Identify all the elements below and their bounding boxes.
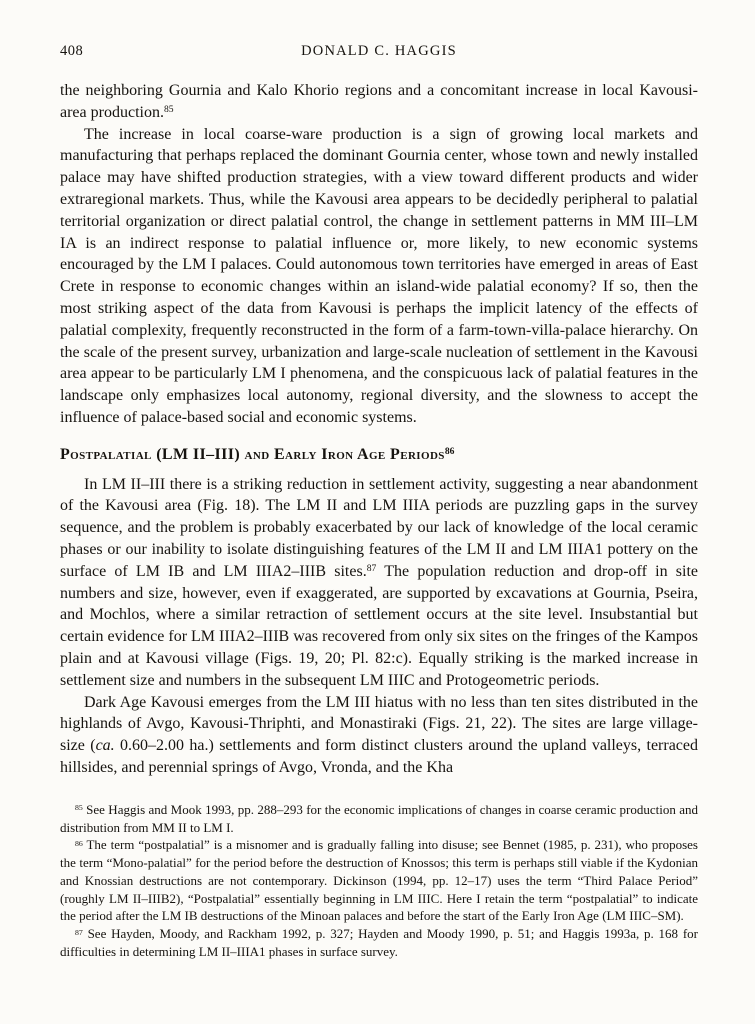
- footnote: [60, 925, 698, 961]
- footnote-reference-86: 86: [444, 446, 455, 458]
- page-header: [60, 42, 698, 60]
- footnotes-section: [60, 801, 698, 961]
- footnote: [60, 801, 698, 837]
- paragraph-continuation: [60, 80, 698, 124]
- article-body: [60, 80, 698, 779]
- footnote-text: The term “postpalatial” is a misnomer and is gradually falling into disuse; see Bennet (1985, p. 231), who proposes the term “Mono-palatial” for the period before the destruction of Knossos; this term is perhaps still viable if the Kydonian and Knossian destructions are not contemporary. Dickinson (1994, pp. 12–17) uses the term “Third Palace Period” (roughly LM II–IIIB2), “Postpalatial” essentially beginning in LM IIIC. Here I retain the term “postpalatial” to indicate the period after the LM IB destructions of the Minoan palaces and before the start of the Early Iron Age (LM IIIC–SM).: [60, 837, 698, 924]
- footnote-text: See Hayden, Moody, and Rackham 1992, p. 327; Hayden and Moody 1990, p. 51; and Haggis 1993a, p. 168 for difficulties in determining LM II–IIIA1 phases in surface survey.: [60, 926, 698, 960]
- paragraph: [60, 692, 698, 779]
- section-heading-text: Postpalatial (LM II–III) and Early Iron Age Periods: [60, 445, 445, 463]
- paragraph: [60, 124, 698, 429]
- paragraph-text: In LM II–III there is a striking reduction in settlement activity, suggesting a near abandonment of the Kavousi area (Fig. 18). The LM II and LM IIIA periods are puzzling gaps in the survey sequence, and the problem is probably exacerbated by our lack of knowledge of the local ceramic phases or our inability to isolate distinguishing features of the LM II and LM IIIA1 pottery on the surface of LM IB and LM IIIA2–IIIB sites.: [60, 475, 698, 580]
- footnote-number: 87: [75, 927, 83, 937]
- italic-abbreviation: ca.: [95, 737, 115, 755]
- footnote-text: See Haggis and Mook 1993, pp. 288–293 for the economic implications of changes in coarse ceramic production and distribution from MM II to LM I.: [60, 801, 698, 835]
- paragraph-text: the neighboring Gournia and Kalo Khorio regions and a concomitant increase in local Kavousi-area production.: [60, 82, 698, 121]
- paragraph-text: The population reduction and drop-off in site numbers and size, however, even if exaggerated, are supported by excavations at Gournia, Pseira, and Mochlos, where a similar retraction of settlement occurs at the site level. Insubstantial but certain evidence for LM IIIA2–IIIB was recovered from only six sites on the fringes of the Kampos plain and at Kavousi village (Figs. 19, 20; Pl. 82:c). Equally striking is the marked increase in settlement size and numbers in the subsequent LM IIIC and Protogeometric periods.: [60, 562, 699, 689]
- paragraph-text: Dark Age Kavousi emerges from the LM III hiatus with no less than ten sites distributed in the highlands of Avgo, Kavousi-Thriphti, and Monastiraki (Figs. 21, 22). The sites are large village-size (: [60, 693, 698, 755]
- footnote-reference-85: 85: [163, 104, 174, 116]
- page-number: 408: [60, 43, 84, 59]
- footnote: [60, 836, 698, 925]
- paragraph-text: The increase in local coarse-ware production is a sign of growing local markets and manufacturing that perhaps replaced the dominant Gournia center, whose town and newly installed palace may have shifted production strategies, with a view toward different products and wider extraregional markets. Thus, while the Kavousi area appears to be decidedly peripheral to palatial territorial organization or direct palatial control, the change in settlement patterns in MM III–LM IA is an indirect response to palatial influence or, more likely, to new economic systems encouraged by the LM I palaces. Could autonomous town territories have emerged in areas of East Crete in response to economic changes within an island-wide palatial economy? If so, then the most striking aspect of the data from Kavousi is perhaps the implicit latency of the effects of palatial complexity, frequently reconstructed in the form of a farm-town-villa-palace hierarchy. On the scale of the present survey, urbanization and large-scale nucleation of settlement in the Kavousi area appear to be particularly LM I phenomena, and the conspicuous lack of palatial features in the landscape only emphasizes local autonomy, regional diversity, and the slowness to accept the influence of palace-based social and economic systems.: [60, 125, 698, 426]
- section-heading: [60, 444, 698, 466]
- paragraph-text: 0.60–2.00 ha.) settlements and form distinct clusters around the upland valleys, terraced hillsides, and perennial springs of Avgo, Vronda, and the Kha: [60, 737, 699, 776]
- running-head-title: DONALD C. HAGGIS: [301, 43, 457, 59]
- footnote-reference-87: 87: [366, 563, 377, 575]
- paragraph: [60, 474, 698, 692]
- footnote-number: 86: [75, 838, 83, 848]
- footnote-number: 85: [75, 803, 83, 813]
